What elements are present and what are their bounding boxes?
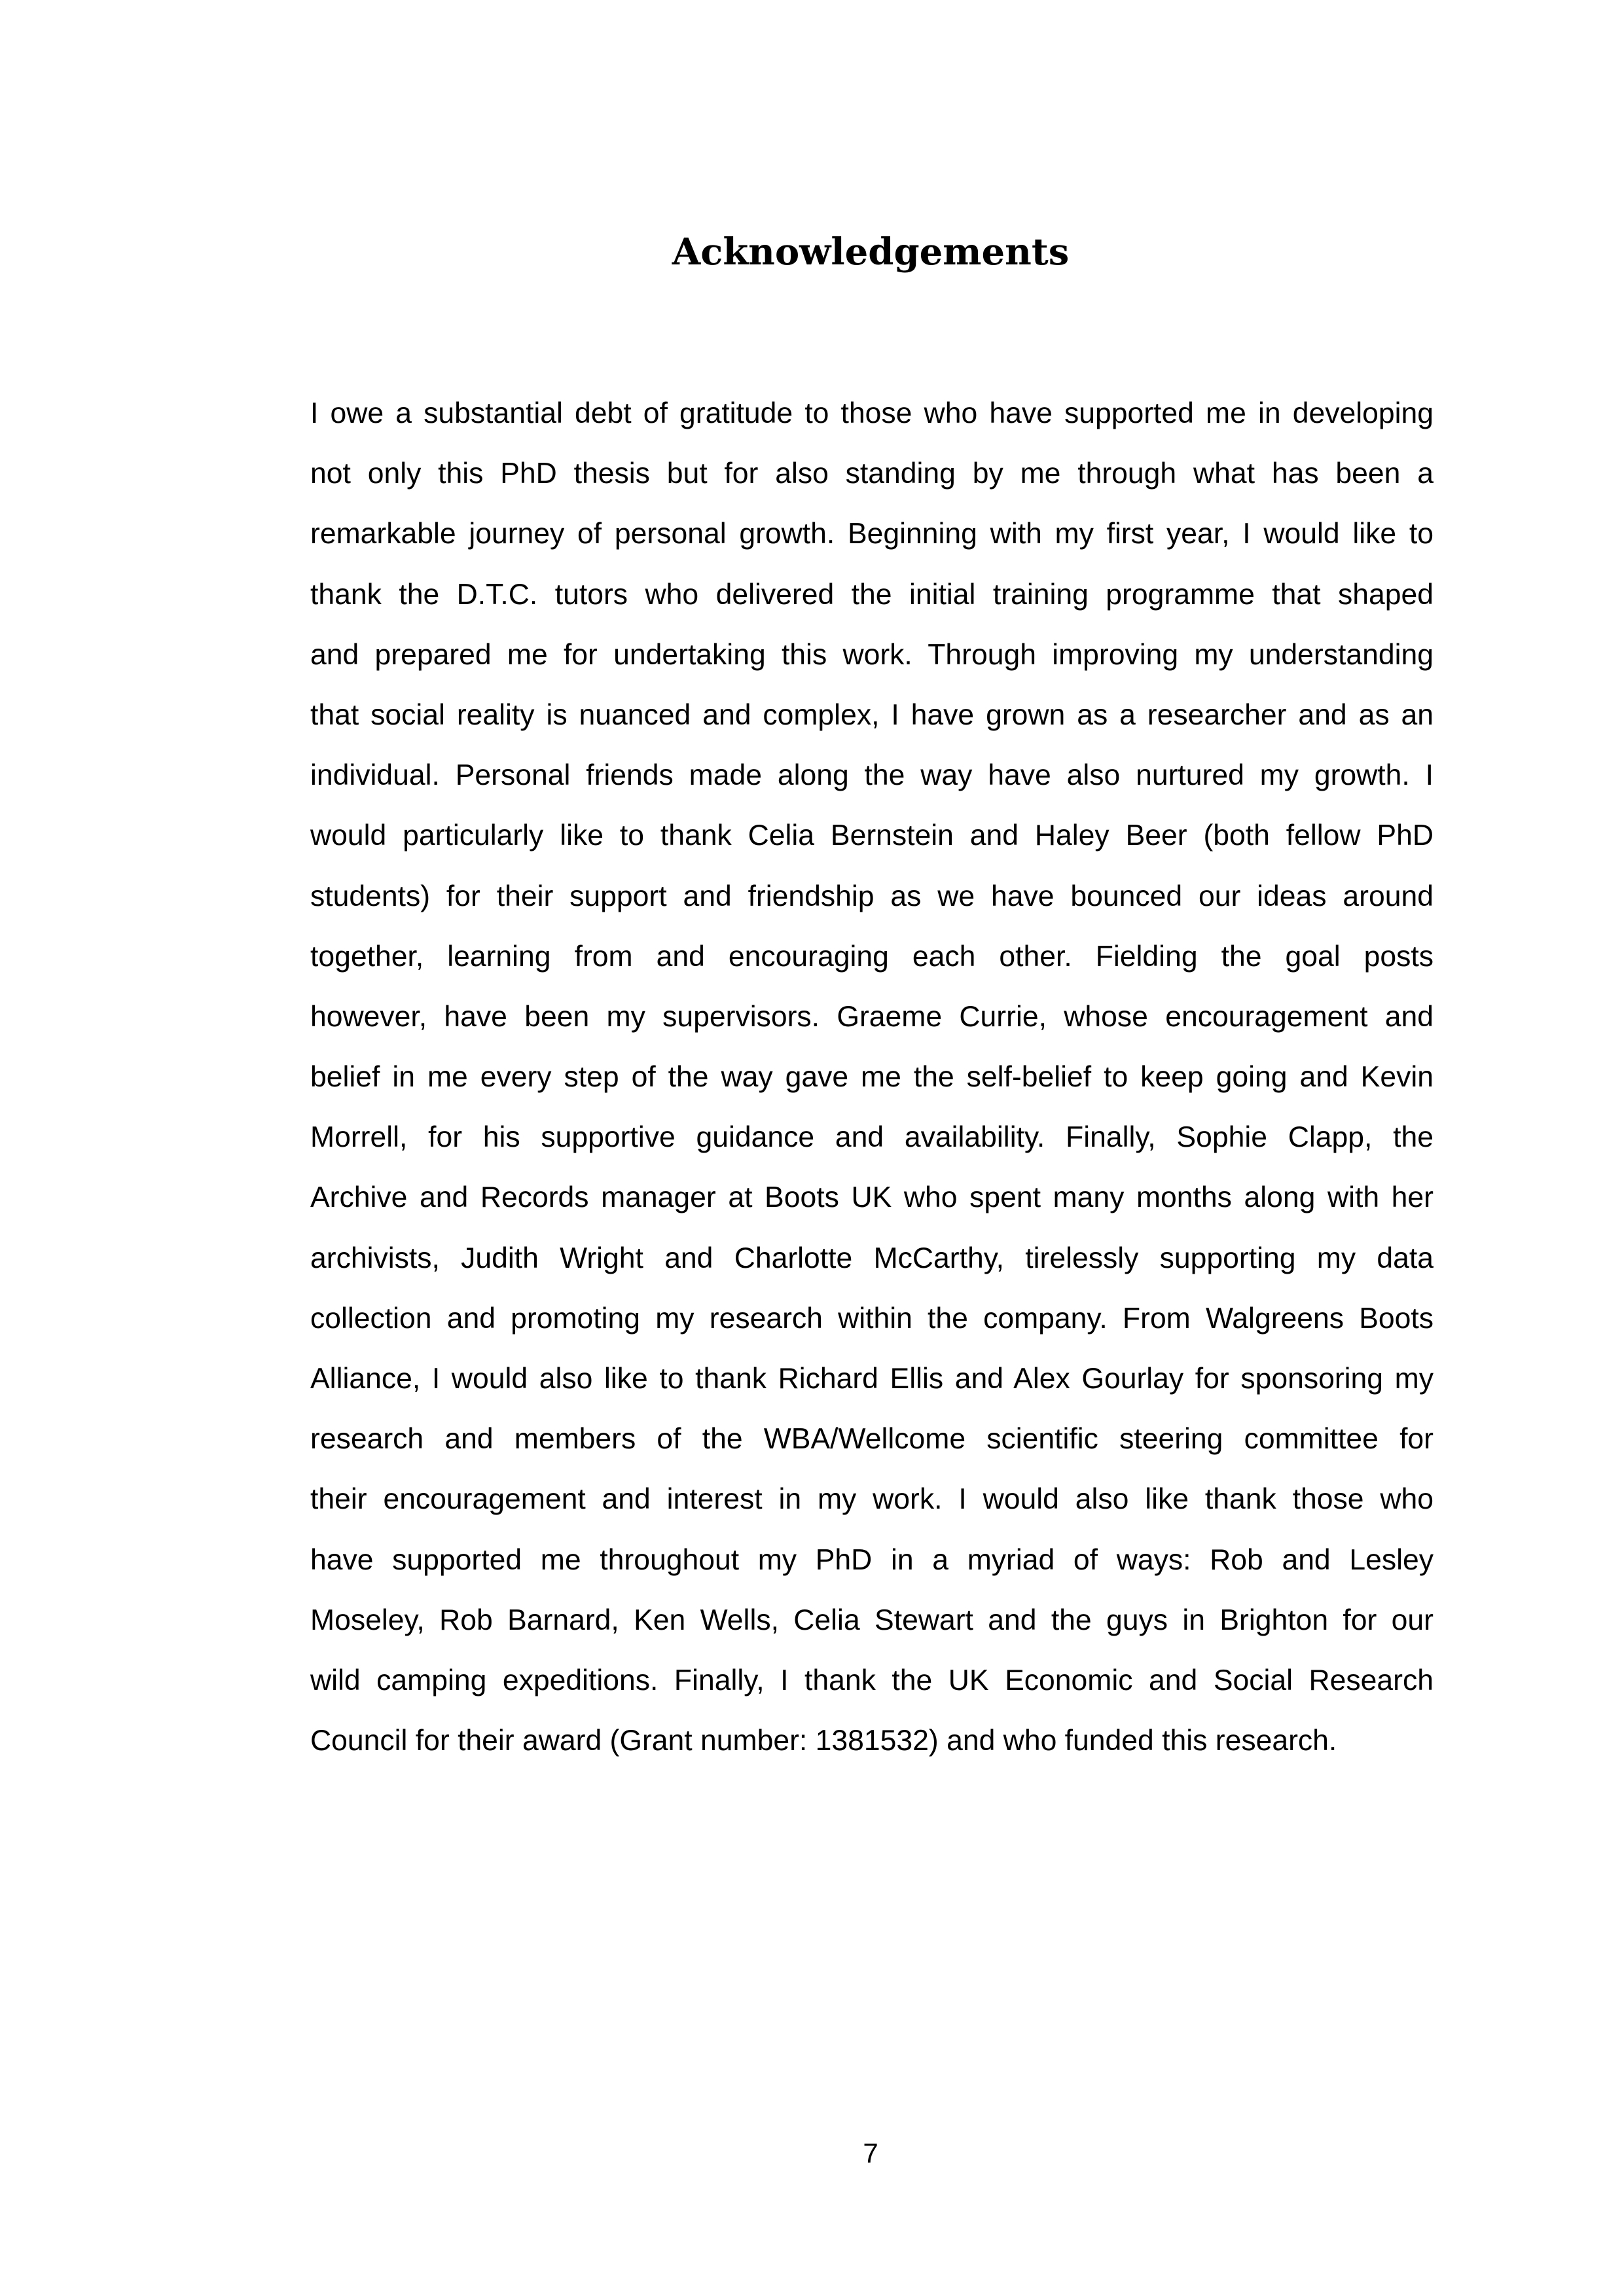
paragraph-line: belief in me every step of the way gave me the self-belief to keep going and Kevin [310, 1061, 1434, 1094]
paragraph-line: together, learning from and encouraging each other. Fielding the goal posts [310, 940, 1434, 973]
paragraph-line: have supported me throughout my PhD in a myriad of ways: Rob and Lesley [310, 1543, 1434, 1576]
paragraph-last-line: Council for their award (Grant number: 1381532) and who funded this research. [310, 1725, 1337, 1757]
paragraph-line: Alliance, I would also like to thank Richard Ellis and Alex Gourlay for sponsoring my [310, 1363, 1434, 1395]
paragraph-line: collection and promoting my research within the company. From Walgreens Boots [310, 1302, 1434, 1335]
paragraph-line: students) for their support and friendship as we have bounced our ideas around [310, 880, 1434, 912]
paragraph-line: wild camping expeditions. Finally, I thank the UK Economic and Social Research [310, 1664, 1434, 1696]
paragraph-line: Archive and Records manager at Boots UK who spent many months along with her [310, 1181, 1434, 1214]
paragraph-line: that social reality is nuanced and complex, I have grown as a researcher and as an [310, 698, 1434, 731]
paragraph-line: and prepared me for undertaking this work. Through improving my understanding [310, 638, 1434, 671]
paragraph-line: remarkable journey of personal growth. Beginning with my first year, I would like to [310, 518, 1434, 550]
paragraph-line: however, have been my supervisors. Graeme Currie, whose encouragement and [310, 1000, 1434, 1033]
page-title: Acknowledgements [672, 230, 1070, 274]
page-number: 7 [863, 2138, 878, 2168]
acknowledgements-paragraph [310, 384, 1434, 1771]
paragraph-line: Moseley, Rob Barnard, Ken Wells, Celia Stewart and the guys in Brighton for our [310, 1604, 1434, 1636]
paragraph-line: their encouragement and interest in my work. I would also like thank those who [310, 1483, 1434, 1516]
paragraph-line: Morrell, for his supportive guidance and availability. Finally, Sophie Clapp, the [310, 1121, 1434, 1154]
paragraph-line: not only this PhD thesis but for also standing by me through what has been a [310, 457, 1434, 490]
paragraph-line: would particularly like to thank Celia Bernstein and Haley Beer (both fellow PhD [310, 819, 1434, 852]
paragraph-line: I owe a substantial debt of gratitude to those who have supported me in developing [310, 397, 1434, 429]
paragraph-line: archivists, Judith Wright and Charlotte McCarthy, tirelessly supporting my data [310, 1242, 1434, 1274]
paragraph-line: research and members of the WBA/Wellcome scientific steering committee for [310, 1423, 1434, 1456]
paragraph-line: individual. Personal friends made along the way have also nurtured my growth. I [310, 759, 1434, 792]
paragraph-line: thank the D.T.C. tutors who delivered the initial training programme that shaped [310, 578, 1434, 611]
